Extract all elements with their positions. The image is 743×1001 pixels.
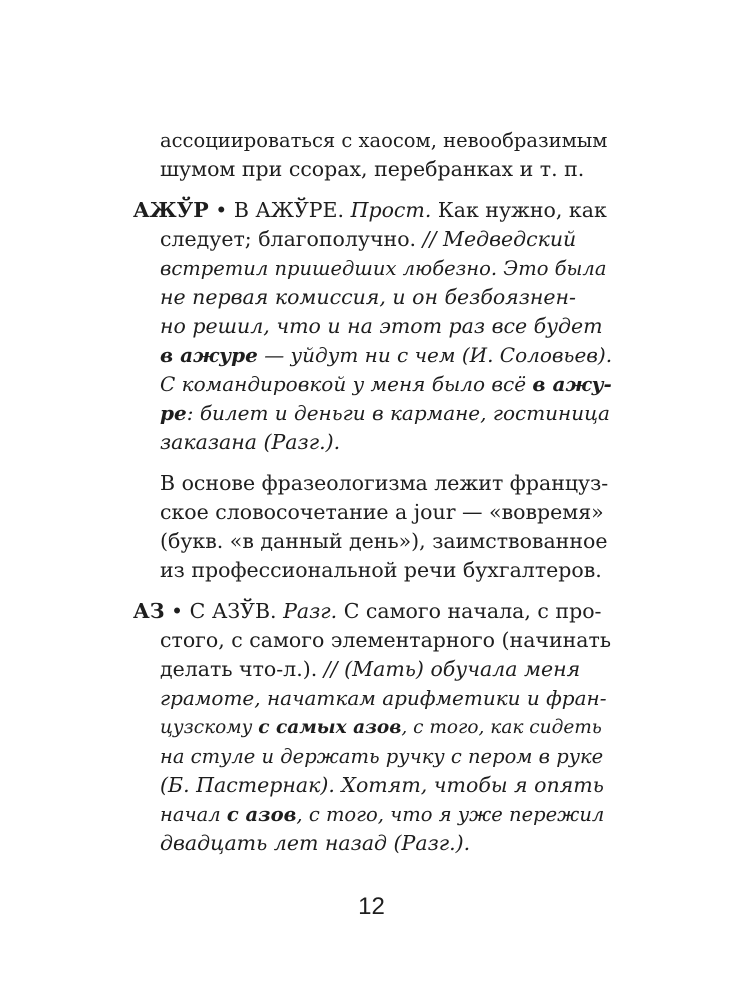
entry-azhur-line-7 [160, 370, 612, 399]
entry-azhur-line-6 [160, 341, 612, 370]
definition-text: следует; благополучно. [160, 227, 417, 251]
entry-az-line-3 [160, 655, 580, 684]
entry-azhur-line-9: заказана (Разг.). [160, 430, 341, 454]
entry-az-line-2: стого, с самого элементарного (начинать [160, 628, 612, 652]
entry-azhur-line-8 [160, 399, 610, 428]
separator: // [323, 657, 338, 681]
bullet-icon: • [215, 198, 228, 222]
example-text: (Мать) обучала меня [344, 657, 581, 681]
example-text: начал [160, 803, 221, 826]
entry-azhur-line-1 [133, 196, 607, 225]
headword-az: АЗ [133, 599, 165, 623]
example-text: , с того, как сидеть [401, 717, 602, 738]
headword-azhur: АЖЎР [133, 198, 209, 222]
entry-azhur-line-4: не первая комиссия, и он безбоязнен- [160, 285, 576, 309]
separator: // [422, 227, 437, 251]
definition-text: Как нужно, как [437, 198, 607, 222]
entry-az-line-8 [160, 800, 604, 829]
style-label: Прост. [350, 198, 432, 222]
entry-azhur-line-5: но решил, что и на этот раз все будет [160, 314, 603, 338]
example-text: Медведский [442, 227, 577, 251]
etymology-line-2: ское словосочетание a jour — «вовремя» [160, 500, 604, 524]
entry-az-line-1 [133, 597, 601, 626]
example-highlight: в ажу- [532, 372, 612, 396]
definition-text: С самого начала, с про- [343, 599, 602, 623]
entry-az-line-9: двадцать лет назад (Разг.). [160, 831, 471, 855]
example-highlight: ре [160, 401, 187, 425]
example-text: — уйдут ни с чем (И. Соловьев). [264, 343, 613, 367]
page-number: 12 [358, 893, 385, 920]
style-label: Разг. [283, 599, 338, 623]
example-text: С командировкой у меня было всё [160, 372, 527, 396]
intro-line-1: ассоциироваться с хаосом, невообразимым [160, 129, 608, 152]
example-highlight: с самых азов [258, 717, 402, 738]
example-highlight: в ажуре [160, 343, 258, 367]
entry-az-line-4: грамоте, начаткам арифметики и фран- [160, 686, 607, 710]
example-text: цузскому [160, 717, 253, 738]
bullet-icon: • [171, 599, 184, 623]
entry-az-line-6: на стуле и держать ручку с пером в руке [160, 745, 604, 768]
example-text: : билет и деньги в кармане, гостиница [186, 401, 610, 425]
etymology-line-3: (букв. «в данный день»), заимствованное [160, 529, 608, 553]
entry-azhur-line-2 [160, 225, 576, 254]
etymology-line-4: из профессиональной речи бухгалтеров. [160, 558, 602, 582]
etymology-line-1: В основе фразеологизма лежит француз- [160, 471, 609, 495]
intro-line-2: шумом при ссорах, перебранках и т. п. [160, 157, 585, 181]
entry-az-line-5 [160, 713, 602, 742]
entry-azhur-line-3: встретил пришедших любезно. Это была [160, 257, 607, 280]
example-text: , с того, что я уже пережил [296, 803, 605, 826]
phrase-v-azhure: В АЖЎРЕ. [233, 198, 345, 222]
example-highlight: с азов [226, 803, 297, 826]
definition-text: делать что-л.). [160, 657, 318, 681]
phrase-s-azov: С АЗЎВ. [189, 599, 277, 623]
entry-az-line-7: (Б. Пастернак). Хотят, чтобы я опять [160, 773, 604, 797]
